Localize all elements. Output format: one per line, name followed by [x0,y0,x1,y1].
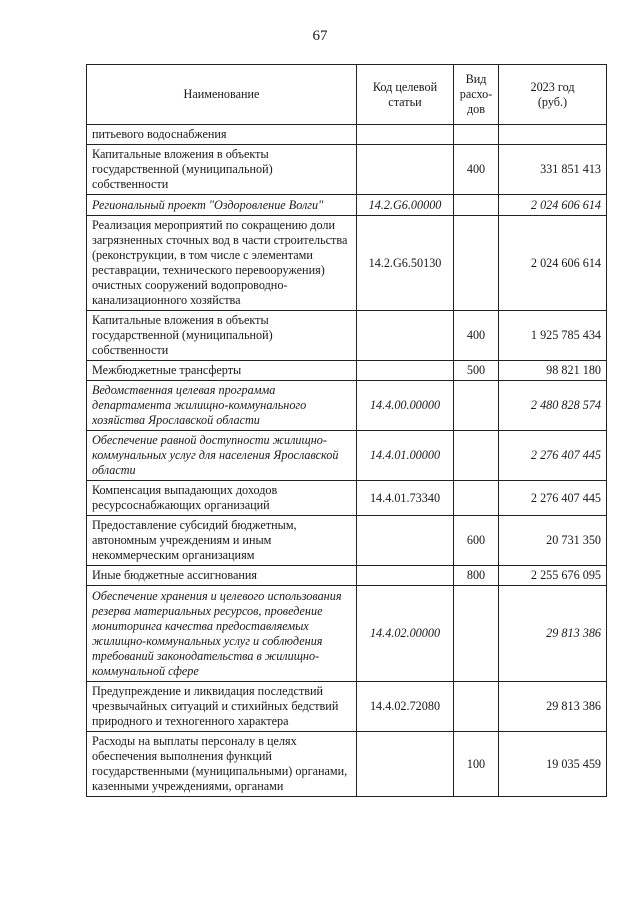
table-row [87,381,607,431]
cell-name: Компенсация выпадающих доходов ресурсоснабжающих организаций [87,481,357,516]
header-name: Наименование [87,65,357,125]
table-header [87,65,607,125]
cell-amount: 2 255 676 095 [499,566,607,586]
table-row [87,516,607,566]
table-row [87,586,607,682]
cell-amount: 2 024 606 614 [499,216,607,311]
cell-name: Капитальные вложения в объекты государственной (муниципальной) собственности [87,145,357,195]
cell-name: питьевого водоснабжения [87,125,357,145]
cell-name: Обеспечение равной доступности жилищно-коммунальных услуг для населения Ярославской области [87,431,357,481]
table-row [87,566,607,586]
cell-amount: 2 024 606 614 [499,195,607,216]
cell-name: Региональный проект "Оздоровление Волги" [87,195,357,216]
budget-table [86,64,607,797]
table-body [87,125,607,797]
table-row [87,361,607,381]
header-code: Код целевой статьи [357,65,454,125]
cell-code: 14.4.02.72080 [357,682,454,732]
cell-code [357,125,454,145]
cell-type [454,216,499,311]
table-row [87,682,607,732]
cell-code [357,311,454,361]
cell-name: Реализация мероприятий по сокращению доли загрязненных сточных вод в части строительства (реконструкции, в том числе с элементами реставрации, технического перевооружения) очистных сооружений водопроводно-канализационного хозяйства [87,216,357,311]
cell-type: 400 [454,145,499,195]
cell-name: Иные бюджетные ассигнования [87,566,357,586]
cell-amount: 19 035 459 [499,732,607,797]
cell-name: Предупреждение и ликвидация последствий чрезвычайных ситуаций и стихийных бедствий природного и техногенного характера [87,682,357,732]
cell-code: 14.4.01.73340 [357,481,454,516]
cell-name: Расходы на выплаты персоналу в целях обеспечения выполнения функций государственными (муниципальными) органами, казенными учреждениями, органами [87,732,357,797]
cell-amount: 331 851 413 [499,145,607,195]
cell-name: Капитальные вложения в объекты государственной (муниципальной) собственности [87,311,357,361]
header-amount: 2023 год (руб.) [499,65,607,125]
cell-type: 800 [454,566,499,586]
cell-type: 400 [454,311,499,361]
header-type: Вид расхо- дов [454,65,499,125]
table-row [87,431,607,481]
cell-name: Обеспечение хранения и целевого использования резерва материальных ресурсов, проведение мониторинга качества предоставляемых жилищно-коммунальных услуг и соблюдения требований законодательства в жилищно-коммунальной сфере [87,586,357,682]
cell-code: 14.4.00.00000 [357,381,454,431]
cell-code [357,516,454,566]
cell-type: 100 [454,732,499,797]
cell-type [454,682,499,732]
cell-amount: 2 480 828 574 [499,381,607,431]
cell-type [454,481,499,516]
cell-code: 14.4.01.00000 [357,431,454,481]
table-row [87,732,607,797]
cell-amount: 1 925 785 434 [499,311,607,361]
cell-type [454,125,499,145]
table-row [87,481,607,516]
cell-type: 600 [454,516,499,566]
table-row [87,145,607,195]
cell-code: 14.4.02.00000 [357,586,454,682]
cell-name: Предоставление субсидий бюджетным, автономным учреждениям и иным некоммерческим организациям [87,516,357,566]
cell-code [357,732,454,797]
table-row [87,311,607,361]
page-number: 67 [312,28,328,44]
cell-type [454,381,499,431]
cell-type [454,431,499,481]
cell-code [357,361,454,381]
cell-amount: 29 813 386 [499,586,607,682]
cell-amount: 29 813 386 [499,682,607,732]
cell-name: Ведомственная целевая программа департамента жилищно-коммунального хозяйства Ярославской области [87,381,357,431]
cell-amount: 98 821 180 [499,361,607,381]
cell-type [454,195,499,216]
cell-type: 500 [454,361,499,381]
cell-code [357,145,454,195]
table-row [87,216,607,311]
cell-code [357,566,454,586]
cell-type [454,586,499,682]
cell-code: 14.2.G6.50130 [357,216,454,311]
cell-amount [499,125,607,145]
cell-name: Межбюджетные трансферты [87,361,357,381]
cell-amount: 20 731 350 [499,516,607,566]
table-row [87,125,607,145]
cell-amount: 2 276 407 445 [499,431,607,481]
cell-code: 14.2.G6.00000 [357,195,454,216]
cell-amount: 2 276 407 445 [499,481,607,516]
table-row [87,195,607,216]
